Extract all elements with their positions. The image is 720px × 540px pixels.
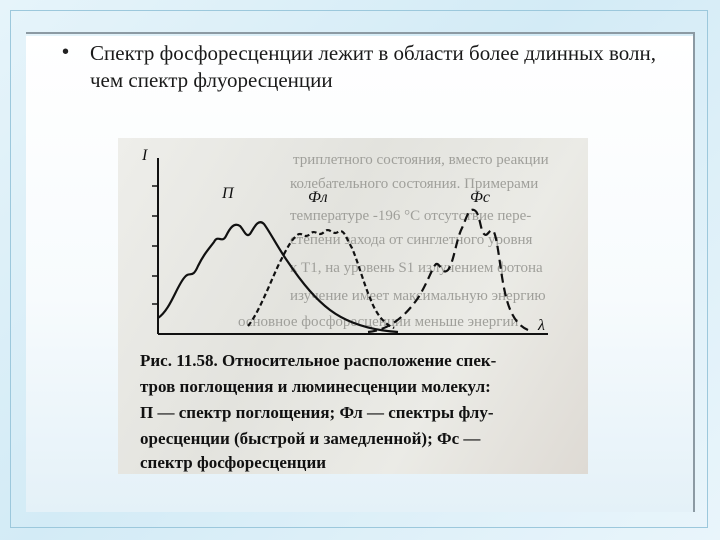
right-divider <box>693 32 695 512</box>
background-line: колебательного состояния. Примерами <box>290 176 539 192</box>
caption-line: Рис. 11.58. Относительное расположение спек- <box>140 351 497 370</box>
caption-line: тров поглощения и люминесценции молекул: <box>140 377 491 396</box>
phosphorescence-label: Фс <box>470 189 490 206</box>
background-line: триплетного состояния, вместо реакции <box>293 152 549 168</box>
caption-line: П — спектр поглощения; Фл — спектры флу- <box>140 403 494 422</box>
top-divider <box>26 32 694 34</box>
y-axis-label: I <box>142 147 148 164</box>
background-line: к T1, на уровень S1 излучением фотона <box>290 260 543 276</box>
caption-line: спектр фосфоресценции <box>140 453 327 472</box>
background-line: температуре -196 °C отсутствие пере- <box>290 208 532 224</box>
scanned-figure <box>118 138 588 474</box>
figure-caption <box>140 351 497 472</box>
caption-line: оресценции (быстрой и замедленной); Фс — <box>140 429 481 448</box>
background-line: степени захода от синглетного уровня <box>290 232 533 248</box>
x-axis-label: λ <box>538 317 545 334</box>
background-line: основное фосфоресценции меньше энергии <box>238 314 519 330</box>
bullet-text: Спектр фосфоресценции лежит в области более длинных волн, чем спектр флуоресценции <box>90 41 656 92</box>
background-text <box>238 152 549 330</box>
background-line: изучение имеет максимальную энергию <box>290 288 546 304</box>
bullet-icon: • <box>62 41 70 63</box>
absorption-label: П <box>222 185 234 202</box>
fluorescence-label: Фл <box>308 189 328 206</box>
figure-svg <box>118 138 588 474</box>
